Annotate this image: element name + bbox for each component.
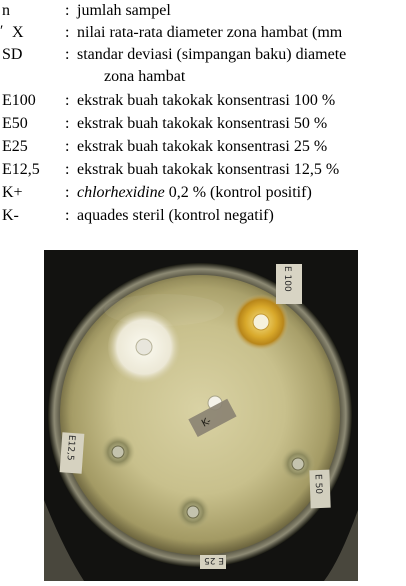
legend-desc-rest: 0,2 % (kontrol positif) xyxy=(164,184,312,201)
x-mark-icon: ′ xyxy=(0,23,4,39)
petri-dish-illustration xyxy=(44,250,358,581)
legend-colon: : xyxy=(65,115,70,132)
e100-label-tape xyxy=(276,264,302,304)
e25-disc xyxy=(187,506,199,518)
legend-desc: ekstrak buah takokak konsentrasi 25 % xyxy=(77,138,328,155)
e25-label-tape xyxy=(200,555,226,569)
kplus-disc xyxy=(136,339,152,355)
legend-desc xyxy=(77,182,312,204)
kminus-label: K- xyxy=(199,415,214,430)
legend-desc: jumlah sampel xyxy=(77,2,171,19)
e12-disc xyxy=(112,446,124,458)
legend-desc: aquades steril (kontrol negatif) xyxy=(77,207,274,224)
legend-colon: : xyxy=(65,207,70,224)
legend-colon: : xyxy=(65,92,70,109)
e100-label: E 100 xyxy=(282,266,292,292)
e50-disc xyxy=(292,458,304,470)
legend-desc: ekstrak buah takokak konsentrasi 12,5 % xyxy=(77,161,340,178)
legend-colon: : xyxy=(65,161,70,178)
e100-disc xyxy=(253,314,269,330)
legend-colon: : xyxy=(65,46,70,63)
legend-abbr: X xyxy=(12,24,24,41)
legend-abbr: E25 xyxy=(2,138,28,155)
petri-dish-photo xyxy=(44,250,358,581)
legend-colon: : xyxy=(65,24,70,41)
legend-abbr: SD xyxy=(2,46,23,63)
legend-desc: ekstrak buah takokak konsentrasi 100 % xyxy=(77,92,336,109)
legend-desc: standar deviasi (simpangan baku) diamete xyxy=(77,46,347,63)
legend-abbr: K+ xyxy=(2,184,23,201)
e12-label-tape xyxy=(60,432,85,473)
e12-label: E12,5 xyxy=(64,434,77,461)
glass-reflection xyxy=(104,294,224,326)
legend-abbr: E50 xyxy=(2,115,28,132)
legend-desc-italic: chlorhexidine xyxy=(77,184,165,201)
legend-colon: : xyxy=(65,2,70,19)
legend-colon: : xyxy=(65,184,70,201)
legend-desc: ekstrak buah takokak konsentrasi 50 % xyxy=(77,115,328,132)
legend-abbr: n xyxy=(2,2,10,19)
e50-label: E 50 xyxy=(312,473,324,495)
legend-colon: : xyxy=(65,138,70,155)
e50-label-tape xyxy=(309,470,330,509)
legend-desc: nilai rata-rata diameter zona hambat (mm xyxy=(77,24,343,41)
legend-abbr: E12,5 xyxy=(2,161,40,178)
legend-desc-continuation: zona hambat xyxy=(104,68,186,85)
legend-abbr: E100 xyxy=(2,92,36,109)
e25-label: E 25 xyxy=(204,555,224,565)
legend-abbr: K- xyxy=(2,207,19,224)
